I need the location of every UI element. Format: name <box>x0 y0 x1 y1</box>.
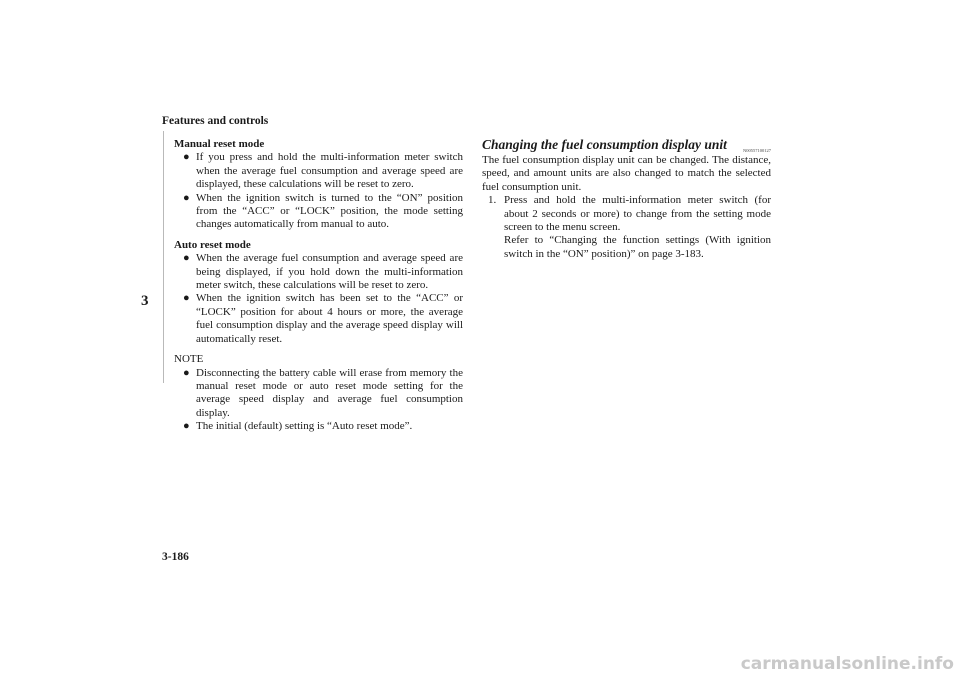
bullet-icon: ● <box>183 420 190 433</box>
section-heading: Changing the fuel consumption display unit <box>482 137 727 152</box>
note-label: NOTE <box>174 353 204 366</box>
bullet-icon: ● <box>183 366 190 379</box>
manual-reset-title: Manual reset mode <box>174 138 265 150</box>
bullet-icon: ● <box>183 252 190 265</box>
left-column <box>174 138 463 434</box>
running-header: Features and controls <box>162 115 269 127</box>
list-item <box>482 194 771 261</box>
chapter-number: 3 <box>141 293 149 309</box>
step-number: 1. <box>488 194 497 207</box>
auto-reset-title: Auto reset mode <box>174 238 251 251</box>
bullet-icon: ● <box>183 191 190 204</box>
list-item: ● When the average fuel consumption and average speed are being displayed, if you hold down the multi-information meter switch, these calculations will be reset to zero. <box>183 252 463 292</box>
list-item: ● When the ignition switch is turned to the “ON” position from the “ACC” or “LOCK” position, the mode setting changes automatically from manual to auto. <box>183 191 463 231</box>
section-code: N00557100127 <box>743 148 771 153</box>
page-number: 3-186 <box>162 551 189 563</box>
bullet-icon: ● <box>183 151 190 164</box>
bullet-icon: ● <box>183 292 190 305</box>
step-reference: Refer to “Changing the function settings (With ignition switch in the “ON” position)” on page 3-183. <box>504 234 771 260</box>
step-text: Press and hold the multi-information meter switch (for about 2 seconds or more) to change from the setting mode screen to the menu screen. <box>504 194 771 234</box>
intro-paragraph: The fuel consumption display unit can be changed. The distance, speed, and amount units are also changed to match the selected fuel consumption unit. <box>482 154 771 193</box>
list-item: ● The initial (default) setting is “Auto reset mode”. <box>183 420 413 433</box>
list-item: ● Disconnecting the battery cable will erase from memory the manual reset mode or auto reset mode setting for the average speed display and average fuel consumption display. <box>183 366 463 419</box>
right-column <box>482 138 771 261</box>
chapter-rule <box>137 131 164 383</box>
section-heading-row <box>482 138 771 154</box>
list-item: ● When the ignition switch has been set to the “ACC” or “LOCK” position for about 4 hours or more, the average fuel consumption display and the average speed display will automatically reset. <box>183 292 463 345</box>
watermark: carmanualsonline.info <box>740 654 954 674</box>
list-item: ● If you press and hold the multi-information meter switch when the average fuel consumption and average speed are displayed, these calculations will be reset to zero. <box>183 151 463 191</box>
